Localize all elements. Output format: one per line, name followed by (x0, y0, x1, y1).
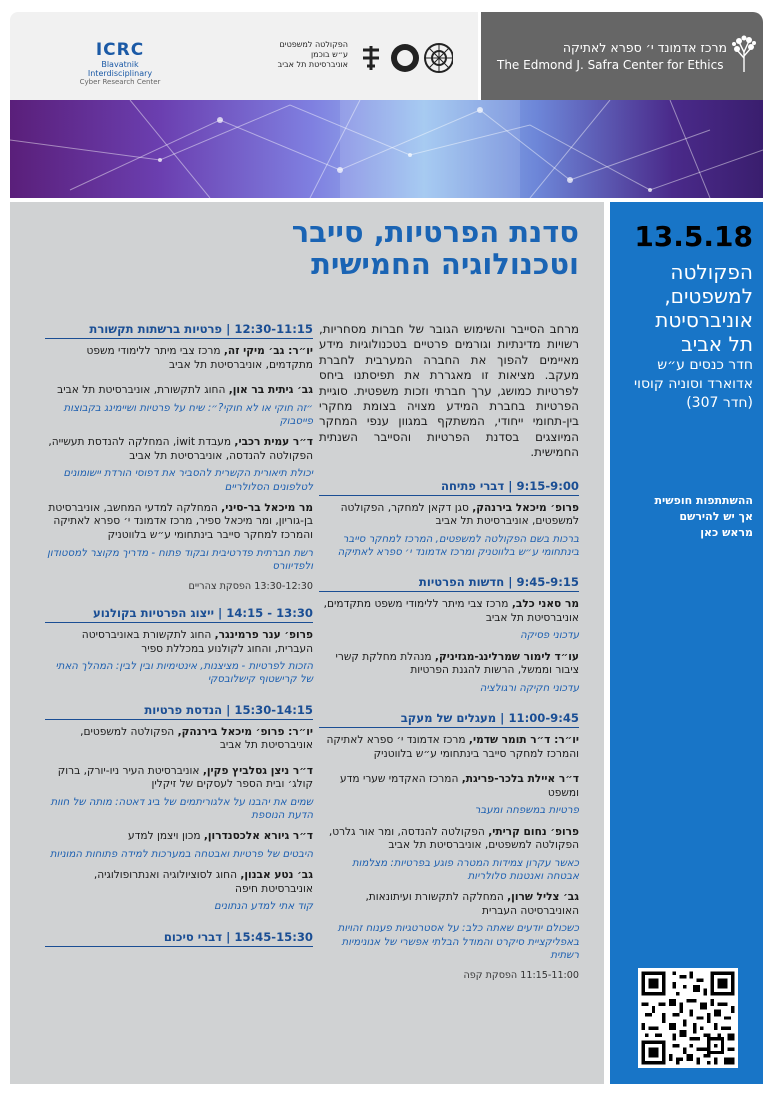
title-line-2: וטכנולוגיה החמישית (311, 247, 579, 281)
speaker (319, 502, 579, 529)
intro-paragraph: מרחב הסייבר והשימוש הגובר של חברות מסחריות, רשויות מדינתיות וגורמים פרטיים בטכנולוגיות מידע מאיימים להפוך את החברה המערבית לחברת מעקב. מציאות זו מאגררת את תפיסתנו ביחס לפרטיות כמושג, ערך חברתי וזכות משפטית. סוגיית הפרטיות בחברת המידע מצויה בצומת מחקרי בין-תחומי ייחודי, המשתקף במגוון ענפי המחקר המיוצגים בסדנת הפרטיות והסייבר השנתית החמישית. (319, 322, 579, 460)
speaker-affiliation: הפקולטה להנדסה, ומר אור גלרט, הפקולטה למשפטים, אוניברסיטת תל אביב (328, 825, 579, 852)
talk-title: שמים את יהבנו על אלגוריתמים של ביג דאטה: מותה של חוות הדעת הנוספת (50, 796, 313, 822)
speaker (319, 891, 579, 918)
coffee-break: 11:15-11:00 הפסקת קפה (463, 970, 579, 981)
speaker-affiliation: החוג לתקשורת, אוניברסיטת תל אביב (57, 384, 229, 397)
event-venue: הפקולטה למשפטים, אוניברסיטת תל אביב (655, 260, 753, 356)
session-chair (45, 345, 313, 372)
session-surveillance-heading: 11:00-9:45 | מעגלים של מעקב (319, 711, 579, 728)
cyber-banner-image (10, 100, 763, 198)
talk-title: עדכוני פסיקה (520, 630, 579, 642)
program-column-left (45, 322, 313, 953)
session-networks-heading: 12:30-11:15 | פרטיות ברשתות תקשורת (45, 322, 313, 339)
speaker-affiliation: המחלקה לתקשורת ועיתונאות, האוניברסיטה העברית (365, 891, 579, 917)
session-chair (45, 726, 313, 753)
speaker-name: מר מיכאל בר-סיני, (221, 501, 313, 514)
speaker-affiliation: הפקולטה למשפטים, אוניברסיטת תל אביב (80, 725, 313, 752)
session-cinema-heading: 13:30 - 14:15 | ייצוג הפרטיות בקולנוע (45, 606, 313, 623)
icrc-subtitle: Cyber Research Center (79, 78, 161, 86)
speaker-affiliation: מרכז צבי מיתר ללימודי משפט מתקדמים, אוניברסיטת תל אביב (323, 598, 579, 624)
tau-law-logo (248, 38, 458, 78)
icrc-logo (70, 40, 170, 86)
speaker-name: עו״ד לימור שמרלינג-מגזיניק, (434, 650, 579, 663)
speaker-name: פרופ׳ נחום קריתי, (488, 825, 579, 838)
registration-qr-code[interactable] (638, 968, 738, 1068)
lunch-break: 13:30-12:30 הפסקת צהריים (188, 580, 313, 592)
session-opening-heading: 9:15-9:00 | דברי פתיחה (319, 479, 579, 496)
program-column-right (319, 322, 579, 995)
talk-title: עדכוני חקיקה ורגולציה (479, 682, 579, 694)
talk-title: כאשר עקרון צמידות המטרה פוגע בפרטיות: מצלמות אבטחה ואנטנות סלולריות (351, 857, 579, 882)
speaker-affiliation: המרכז האקדמי שערי מדע ומשפט (339, 773, 579, 799)
speaker-name: יו״ר: ד״ר תומר שדמי, (468, 734, 579, 747)
speaker (45, 765, 313, 792)
speaker (45, 384, 313, 398)
talk-title: ברכות בשם הפקולטה למשפטים, המרכז למחקר סייבר בינתחומי ע״ש בלווטניק ומרכז אדמונד י׳ ספרא לאתיקה (337, 533, 579, 559)
tau-emblem-icon (353, 40, 453, 76)
speaker-affiliation: המחלקה למדעי המחשב, אוניברסיטת בן-גוריון, ומר מיכאל ספיר, מרכז אדמונד י׳ ספרא לאתיקה והמרכז למחקר סייבר בינתחומי ע״ש בלווטניק (48, 501, 313, 541)
talk-title: יכולת תיאורית הקשרית להסביר את דפוסי הורדת יישומונים לטלפונים הסלולריים (63, 468, 313, 493)
registration-line-1: ההשתתפות חופשית (654, 494, 753, 507)
registration-line-2: אך יש להירשם (679, 510, 753, 523)
speaker (45, 830, 313, 844)
header-safra-bar (481, 12, 763, 100)
speaker-name: ד״ר ניצן גסלביץ פקין, (202, 764, 313, 777)
speaker-affiliation: מעבדת iwit, המחלקה להנדסת תעשייה, הפקולטה להנדסה, אוניברסיטת תל אביב (48, 436, 313, 462)
speaker-affiliation: מרכז צבי מיתר ללימודי משפט מתקדמים, אוניברסיטת תל אביב (86, 345, 313, 371)
tau-line-3: אוניברסיטת תל אביב (277, 60, 348, 69)
speaker-name: פרופ׳ ענר פרמינגר, (214, 628, 313, 641)
speaker (319, 826, 579, 853)
speaker (319, 651, 579, 678)
speaker (45, 869, 313, 896)
talk-title: כשכולם יודעים שאתה כלב: על אסטרטגיות פענוח זהויות באפליקציית סיקרט והמודל הבלתי אפשרי של אנונימיות רשתית (337, 923, 579, 961)
speaker-name: מר סאני כלב, (511, 598, 579, 611)
tau-logo-text (248, 40, 348, 70)
speaker (45, 629, 313, 656)
speaker (319, 598, 579, 625)
tau-line-2: ע״ש בוכמן (310, 50, 348, 59)
registration-link[interactable]: מראש כאן (700, 526, 753, 539)
event-date: 13.5.18 (634, 220, 753, 253)
safra-center-name-he: מרכז אדמונד י׳ ספרא לאתיקה (562, 40, 727, 55)
session-closing-heading: 15:45-15:30 | דברי סיכום (45, 930, 313, 947)
speaker (45, 502, 313, 543)
speaker-name: גב׳ גיתית בר און, (228, 384, 313, 397)
speaker-name: גב׳ צליל שרון, (507, 891, 579, 904)
speaker (45, 436, 313, 463)
speaker-affiliation: מרכז אדמונד י׳ ספרא לאתיקה והמרכז למחקר סייבר בינתחומי ע״ש בלווטניק (326, 734, 579, 760)
speaker-name: ד״ר גיורא אלכסנדרון, (203, 830, 313, 843)
speaker-name: יו״ר: גב׳ מיקי זה, (223, 345, 313, 357)
talk-title: היבטים של פרטיות ואבטחה במערכות למידה פתוחות המוניות (49, 848, 313, 860)
event-room: חדר כנסים ע״ש אדוארד וסוניה קוסוי (חדר 307) (634, 357, 753, 411)
session-news-heading: 9:45-9:15 | חדשות הפרטיות (319, 575, 579, 592)
speaker-name: גב׳ נטע אבנון, (240, 869, 313, 882)
speaker-affiliation: מנהלת מחלקת קשרי ציבור וממשל, הרשות להגנת הפרטיות (335, 650, 579, 677)
tree-logo-icon (729, 34, 759, 74)
speaker-name: יו״ר: פרופ׳ מיכאל בירנהק, (177, 725, 313, 738)
registration-note[interactable] (628, 493, 753, 541)
session-engineering-heading: 15:30-14:15 | הנדסת פרטיות (45, 703, 313, 720)
talk-title: רשת חברתית פדרטיבית ובקוד פתוח - מדריך מקוצר למסטודון ולפדיוורס (47, 547, 313, 572)
speaker-name: ד״ר עמית רכבי, (234, 436, 313, 449)
speaker (319, 773, 579, 800)
talk-title: הזכות לפרטיות - מציצנות, אינטימיות ובין לבין: המהלך האתי של קרישטוף קישלובסקי (55, 661, 313, 686)
speaker-name: פרופ׳ מיכאל בירנהק, (472, 501, 579, 514)
session-chair (319, 734, 579, 761)
icrc-name: Blavatnik Interdisciplinary (87, 60, 153, 78)
safra-center-name-en: The Edmond J. Safra Center for Ethics (497, 58, 724, 72)
talk-title: קוד אתי למדע הנתונים (213, 901, 313, 913)
speaker-affiliation: החוג לסוציולוגיה ואנתרופולוגיה, אוניברסיטת חיפה (93, 869, 313, 895)
talk-title: פרטיות במשפחה ומעבר (474, 805, 579, 817)
talk-title: ״זה חוקי או לא חוקי?״: שיח על פרטיות ושיימינג בקבוצות פייסבוק (63, 402, 313, 427)
tau-line-1: הפקולטה למשפטים (279, 40, 348, 49)
network-lines-graphic (10, 100, 763, 198)
speaker-name: ד״ר איילת בלכר-פריגת, (461, 773, 579, 786)
speaker-affiliation: החוג לתקשורת באוניברסיטה העברית, והחוג לקולנוע במכללת ספיר (81, 628, 313, 655)
speaker-affiliation: אוניברסיטת העיר ניו-יורק, ברוק קולג׳ ובית הספר לעסקים של זיקלין (57, 764, 313, 791)
speaker-affiliation: סגן דקאן למחקר, הפקולטה למשפטים, אוניברסיטת תל אביב (340, 501, 579, 528)
title-line-1: סדנת הפרטיות, סייבר (291, 215, 579, 249)
speaker-affiliation: מכון ויצמן למדע (127, 830, 204, 843)
event-title (209, 216, 579, 280)
icrc-mark: ICRC (95, 40, 145, 60)
